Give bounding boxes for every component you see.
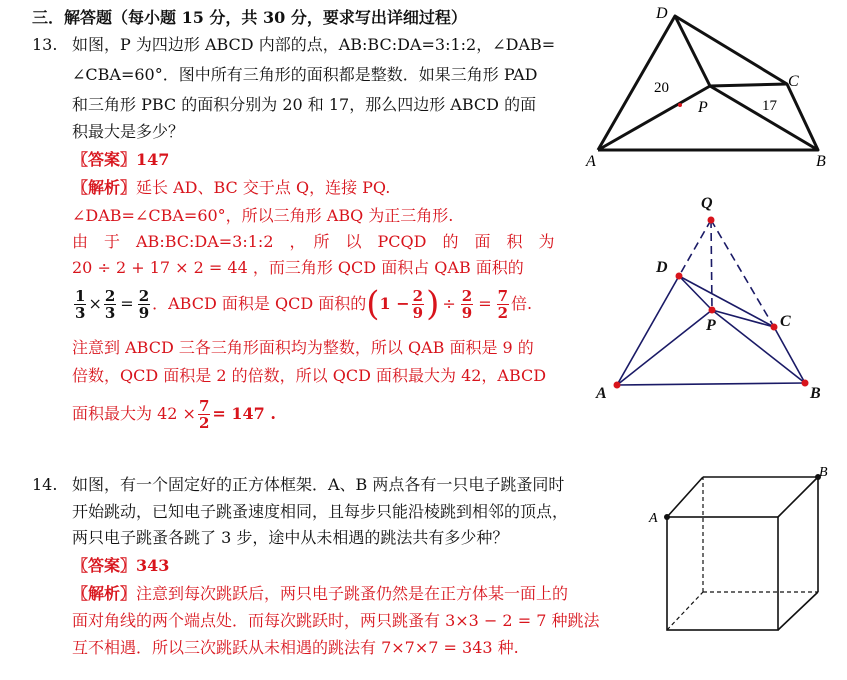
vertex-label-a: A <box>649 511 658 526</box>
fraction: $\frac{2}{3}$ <box>104 286 116 322</box>
q13-analysis-line: 面积最大为 42 × $\frac{7}{2}$ = 147 . <box>72 396 276 432</box>
q13-analysis-line <box>72 178 390 198</box>
vertex-label-b: B <box>810 385 821 402</box>
q14-line: 开始跳动，已知电子跳蚤速度相同，且每步只能沿棱跳到相邻的顶点， <box>72 502 569 521</box>
vertex-label-c: C <box>780 313 791 330</box>
vertex-label-a: A <box>586 153 596 169</box>
point-label-p: P <box>698 99 708 116</box>
analysis-text: 注意到每次跳跃后，两只电子跳蚤仍然是在正方体某一面上的 <box>136 584 569 603</box>
figure-quadrilateral-abcd <box>580 4 830 169</box>
q13-line: 如图，P 为四边形 ABCD 内部的点，AB:BC:DA=3:1:2，∠DAB= <box>72 35 556 54</box>
fraction: $\frac{7}{2}$ <box>198 396 210 432</box>
area-label-pad: 20 <box>654 80 669 96</box>
point-label-p: P <box>706 317 716 334</box>
q14-number: 14. <box>32 475 58 494</box>
answer-value: 343 <box>136 556 170 575</box>
fraction: $\frac{2}{9}$ <box>138 286 150 322</box>
fraction: $\frac{7}{2}$ <box>497 286 509 322</box>
q14-line: 如图，有一个固定好的正方体框架．A、B 两点各有一只电子跳蚤同时 <box>72 475 565 494</box>
answer-label: 〖答案〗 <box>72 556 137 575</box>
vertex-label-b: B <box>816 153 826 169</box>
vertex-label-a: A <box>596 385 607 402</box>
analysis-text: 延长 AD、BC 交于点 Q，连接 PQ. <box>136 178 391 197</box>
q14-answer <box>72 556 169 576</box>
q13-number: 13. <box>32 35 58 54</box>
q13-analysis-line: 倍数，QCD 面积是 2 的倍数，所以 QCD 面积最大为 42，ABCD <box>72 366 547 385</box>
q13-analysis-line: 由 于 AB:BC:DA=3:1:2 ， 所 以 PCQD 的 面 积 为 <box>72 232 555 251</box>
fraction: $\frac{2}{9}$ <box>461 286 473 322</box>
q14-analysis-line: 互不相遇．所以三次跳跃从未相遇的跳法有 7×7×7 = 343 种. <box>72 638 519 657</box>
analysis-label: 〖解析〗 <box>72 584 137 603</box>
analysis-label: 〖解析〗 <box>72 178 137 197</box>
vertex-label-c: C <box>788 73 799 90</box>
answer-label: 〖答案〗 <box>72 150 137 169</box>
q13-analysis-line: 注意到 ABCD 三各三角形面积均为整数，所以 QAB 面积是 9 的 <box>72 338 534 357</box>
q13-analysis-fraction-line: $\frac{1}{3}$ × $\frac{2}{3}$ = $\frac{2}{9}$ ．ABCD 面积是 QCD 面积的 ( 1 − $\frac{2}{9}$ ) ÷ $\frac{2}{9}$ = $\frac{7}{2}$ 倍. <box>75 284 533 324</box>
fraction: $\frac{1}{3}$ <box>75 286 86 322</box>
area-label-pbc: 17 <box>762 98 777 114</box>
vertex-label-b: B <box>819 465 828 480</box>
vertex-label-d: D <box>656 259 668 276</box>
q13-analysis-line: ∠DAB=∠CBA=60°，所以三角形 ABQ 为正三角形. <box>72 206 454 225</box>
q14-analysis-line <box>72 584 568 604</box>
q13-line: 积最大是多少？ <box>72 122 185 141</box>
q13-answer <box>72 150 169 170</box>
q13-line: ∠CBA=60°．图中所有三角形的面积都是整数．如果三角形 PAD <box>72 65 538 84</box>
figure-cube-frame <box>645 462 835 637</box>
q14-line: 两只电子跳蚤各跳了 3 步，途中从未相遇的跳法共有多少种？ <box>72 528 509 547</box>
fraction: $\frac{2}{9}$ <box>412 286 424 322</box>
section-title: 三．解答题（每小题 15 分，共 30 分，要求写出详细过程） <box>32 8 467 27</box>
q13-analysis-line: 20 ÷ 2 + 17 × 2 = 44 ，而三角形 QCD 面积占 QAB 面积的 <box>72 258 524 277</box>
q14-analysis-line: 面对角线的两个端点处．而每次跳跃时，两只跳蚤有 3×3 − 2 = 7 种跳法 <box>72 611 600 630</box>
vertex-label-q: Q <box>701 195 713 212</box>
vertex-label-d: D <box>656 5 668 22</box>
answer-value: 147 <box>136 150 170 169</box>
figure-equilateral-abq <box>590 190 835 410</box>
q13-line: 和三角形 PBC 的面积分别为 20 和 17，那么四边形 ABCD 的面 <box>72 95 537 114</box>
